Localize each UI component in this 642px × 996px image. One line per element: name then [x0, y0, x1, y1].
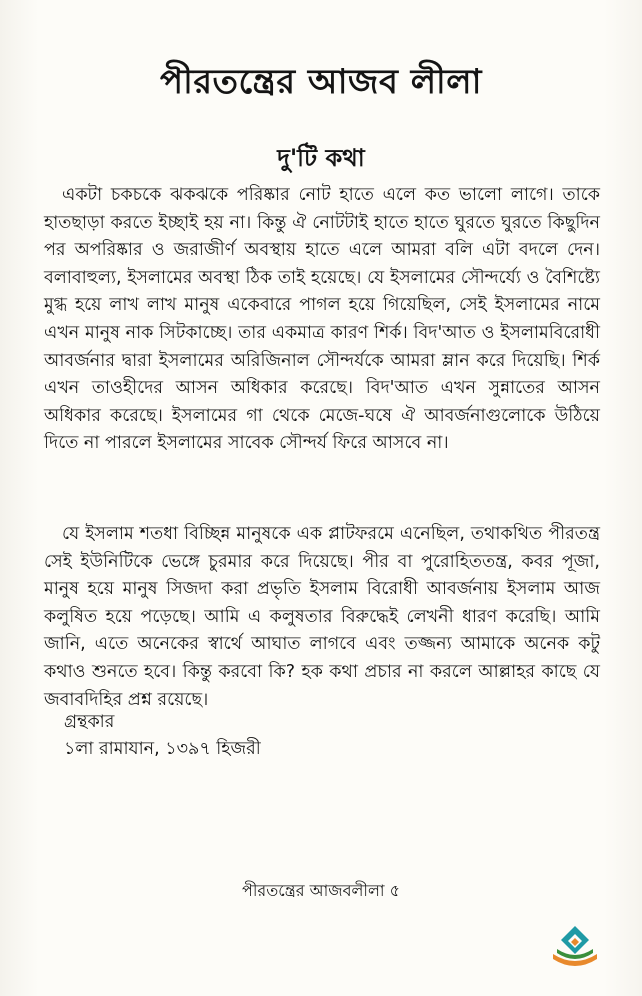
body-paragraph-2: যে ইসলাম শতধা বিচ্ছিন্ন মানুষকে এক প্লাটফরমে এনেছিল, তথাকথিত পীরতন্ত্র সেই ইউনিটিকে ভেঙ্গে চুরমার করে দিয়েছে। পীর বা পুরোহিততন্ত্র, কবর পূজা, মানুষ হয়ে মানুষ সিজদা করা প্রভৃতি ইসলাম বিরোধী আবর্জনায় ইসলাম আজ কলুষিত হয়ে পড়েছে। আমি এ কলুষতার বিরুদ্ধেই লেখনী ধারণ করেছি। আমি জানি, এতে অনেকের স্বার্থে আঘাত লাগবে এবং তজ্জন্য আমাকে অনেক কটু কথাও শুনতে হবে। কিন্তু করবো কি? হক কথা প্রচার না করলে আল্লাহর কাছে যে জবাবদিহির প্রশ্ন রয়েছে।: [44, 524, 600, 710]
publisher-logo-icon: [549, 924, 601, 972]
signature-date: ১লা রামাযান, ১৩৯৭ হিজরী: [64, 739, 261, 759]
section-heading: দু'টি কথা: [277, 144, 365, 172]
body-paragraph-1: একটা চকচকে ঝকঝকে পরিষ্কার নোট হাতে এলে কত ভালো লাগে। তাকে হাতছাড়া করতে ইচ্ছাই হয় না। কিন্তু ঐ নোটটাই হাতে হাতে ঘুরতে ঘুরতে কিছুদিন পর অপরিষ্কার ও জরাজীর্ণ অবস্থায় হাতে এলে আমরা বলি এটা বদলে দেন। বলাবাহুল্য, ইসলামের অবস্থা ঠিক তাই হয়েছে। যে ইসলামের সৌন্দর্য্যে ও বৈশিষ্ট্যে মুগ্ধ হয়ে লাখ লাখ মানুষ একেবারে পাগল হয়ে গিয়েছিল, সেই ইসলামের নামে এখন মানুষ নাক সিটকাচ্ছে। তার একমাত্র কারণ শির্ক। বিদ'আত ও ইসলামবিরোধী আবর্জনার দ্বারা ইসলামের অরিজিনাল সৌন্দর্যকে আমরা ম্লান করে দিয়েছি। শির্ক এখন তাওহীদের আসন অধিকার করেছে। বিদ'আত এখন সুন্নাতের আসন অধিকার করেছে। ইসলামের গা থেকে মেজে-ঘষে ঐ আবর্জনাগুলোকে উঠিয়ে দিতে না পারলে ইসলামের সাবেক সৌন্দর্য ফিরে আসবে না।: [44, 185, 600, 454]
page-footer: পীরতন্ত্রের আজবলীলা ৫: [241, 881, 401, 900]
page-title: পীরতন্ত্রের আজব লীলা: [160, 62, 482, 102]
author-signature: গ্রন্থকার: [64, 712, 115, 732]
